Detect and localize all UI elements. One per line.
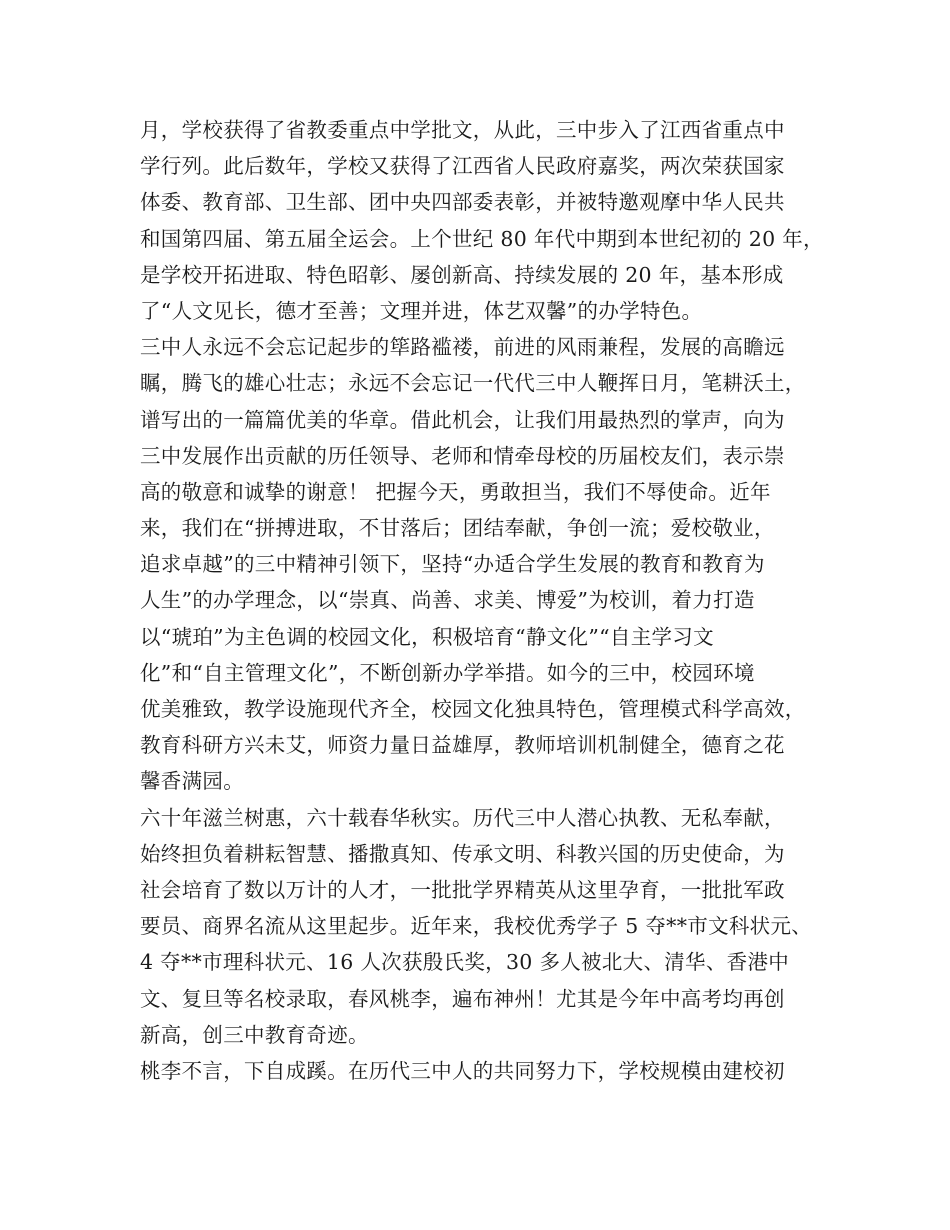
text-line: 始终担负着耕耘智慧、播撒真知、传承文明、科教兴国的历史使命，为: [140, 841, 785, 866]
text-line: 优美雅致，教学设施现代齐全，校园文化独具特色，管理模式科学高效，: [140, 697, 806, 721]
text-line: 要员、商界名流从这里起步。近年来，我校优秀学子 5 夺**市文科状元、: [140, 914, 813, 939]
text-line: 来，我们在“拼搏进取，不甘落后；团结奉献，争创一流；爱校敬业，: [140, 516, 775, 541]
text-line: 了“人文见长，德才至善；文理并进，体艺双馨”的办学特色。: [140, 298, 703, 323]
text-line: 三中发展作出贡献的历任领导、老师和情牵母校的历届校友们，表示崇: [140, 443, 785, 468]
text-line: 社会培育了数以万计的人才，一批批学界精英从这里孕育，一批批军政: [140, 877, 785, 902]
text-line: 和国第四届、第五届全运会。上个世纪 80 年代中期到本世纪初的 20 年，: [140, 226, 824, 251]
text-line: 追求卓越”的三中精神引领下，坚持“办适合学生发展的教育和教育为: [140, 552, 765, 577]
text-line: 以“琥珀”为主色调的校园文化，积极培育“静文化”“自主学习文: [140, 624, 714, 649]
text-line: 4 夺**市理科状元、16 人次获殷氏奖，30 多人被北大、清华、香港中: [140, 950, 790, 975]
text-line: 六十年滋兰树惠，六十载春华秋实。历代三中人潜心执教、无私奉献，: [140, 805, 785, 830]
text-line: 新高，创三中教育奇迹。: [140, 1022, 369, 1047]
body-text: [140, 112, 830, 1089]
text-line: 高的敬意和诚挚的谢意！ 把握今天，勇敢担当，我们不辱使命。近年: [140, 479, 771, 504]
text-line: 谱写出的一篇篇优美的华章。借此机会，让我们用最热烈的掌声，向为: [140, 407, 785, 432]
text-line: 馨香满园。: [140, 769, 244, 794]
text-line: 是学校开拓进取、特色昭彰、屡创新高、持续发展的 20 年，基本形成: [140, 262, 784, 287]
text-line: 月，学校获得了省教委重点中学批文，从此，三中步入了江西省重点中: [140, 118, 785, 142]
text-line: 化”和“自主管理文化”，不断创新办学举措。如今的三中，校园环境: [140, 660, 755, 685]
text-line: 文、复旦等名校录取，春风桃李，遍布神州！尤其是今年中高考均再创: [140, 986, 785, 1011]
text-line: 教育科研方兴未艾，师资力量日益雄厚，教师培训机制健全，德育之花: [140, 733, 785, 758]
text-line: 瞩，腾飞的雄心壮志；永远不会忘记一代代三中人鞭挥日月，笔耕沃土，: [140, 371, 806, 396]
text-line: 学行列。此后数年，学校又获得了江西省人民政府嘉奖，两次荣获国家: [140, 154, 785, 179]
text-line: 三中人永远不会忘记起步的筚路褴褛，前进的风雨兼程，发展的高瞻远: [140, 335, 785, 360]
text-line: 人生”的办学理念，以“崇真、尚善、求美、博爱”为校训，着力打造: [140, 588, 755, 613]
text-line: 桃李不言，下自成蹊。在历代三中人的共同努力下，学校规模由建校初: [140, 1058, 785, 1083]
text-line: 体委、教育部、卫生部、团中央四部委表彰，并被特邀观摩中华人民共: [140, 190, 785, 215]
